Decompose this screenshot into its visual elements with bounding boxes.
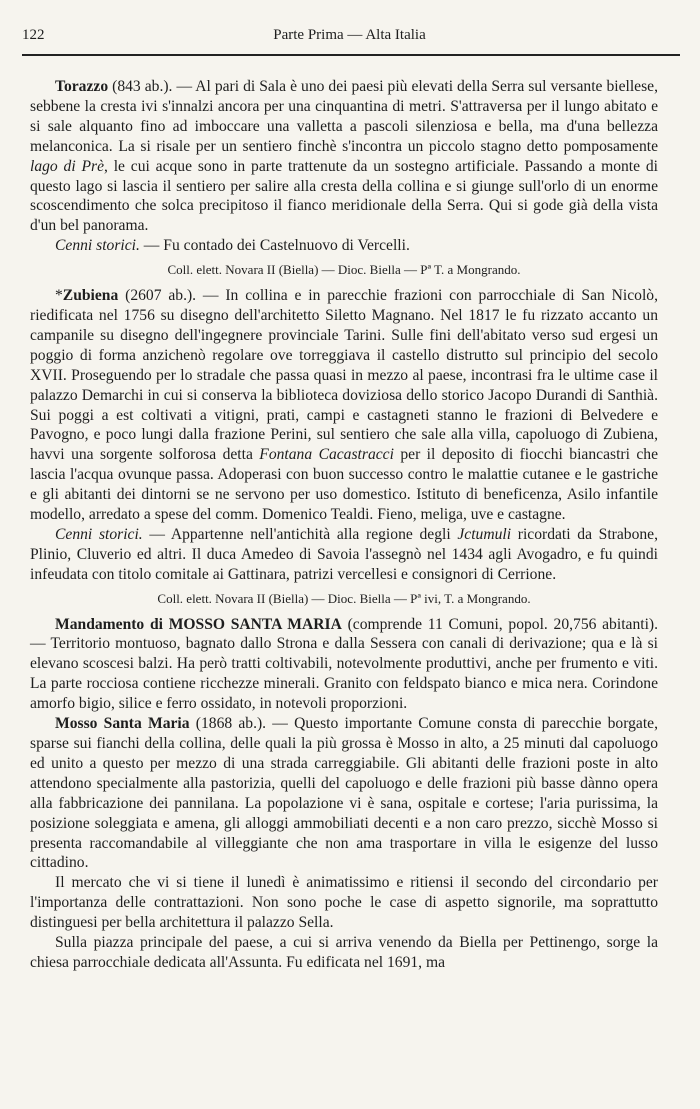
place-name: lago di Prè	[30, 157, 104, 175]
entry-text-cont: per il deposito di fiocchi biancastri che lascia l'acqua ovunque passa. Adoperasi con buon successo contro le malattie cutanee e le gastriche e gli abitanti dei dintorni se ne servono per uso domestico. Istituto di beneficenza, Asilo infantile modello, arredato a spese del comm. Domenico Tealdi. Fieno, meliga, uve e castagne.	[30, 446, 658, 524]
entry-text: (2607 ab.). — In collina e in parecchie frazioni con parrocchiale di San Nicolò, riedificata nel 1756 su disegno dell'architetto Siletto Magnano. Nel 1817 le fu rizzato accanto un campanile su disegno dell'ingegnere provinciale Tarini. Sulle fini dell'abitato verso sud ergesi un poggio di forma anzichenò regolare ove torreggiava il castello distrutto sul principio del secolo XVII. Proseguendo per lo stradale che passa quasi in mezzo al paese, incontrasi fra le ultime case il palazzo Demarchi in cui si conserva la biblioteca doviziosa dello storico Jacopo Durandi di Santhià. Sui poggi a est coltivati a vitigni, prati, campi e castagneti stanno le frazioni di Belvedere e Pavogno, e poco lungi dalla frazione Perini, sul sentiero che sale alla villa, capoluogo di Zubiena, havvi una sorgente solforosa detta	[30, 287, 658, 464]
entry-text-cont: , le cui acque sono in parte trattenute da un sostegno artificiale. Passando a monte di questo lago si lascia il sentiero per salire alla cresta della collina e si giunge sull'orlo di un enorme scoscendimento che solca precipitoso il fianco meridionale della Serra. Qui si gode già della vista d'un bel panorama.	[30, 157, 658, 235]
cenni-text-cont: ricordati da Strabone, Plinio, Cluverio ed altri. Il duca Amedeo di Savoia l'assegnò nel 1434 agli Avogadro, e fu quindi infeudata con titolo comitale ai Gattinara, patrizi vercellesi e consignori di Cerrione.	[30, 525, 659, 583]
cenni-storici	[30, 525, 658, 585]
place-name: Fontana Cacastracci	[259, 446, 394, 464]
entry-name: Zubiena	[62, 287, 119, 305]
header-rule	[22, 54, 680, 56]
entry-name: Torazzo	[55, 78, 109, 95]
entry-text: (843 ab.). — Al pari di Sala è uno dei paesi più elevati della Serra sul versante biellese, sebbene la cresta ivi s'innalzi ancora per una cinquantina di metri. S'attraversa per il lungo abitato e si sale alquanto fino ad imboccare una valletta a pascoli silenziosa e bella, ma d'una bellezza melanconica. La si risale per un sentiero finchè s'incontra un piccolo stagno detto pomposamente	[30, 78, 658, 155]
electoral-note: Coll. elett. Novara II (Biella) — Dioc. Biella — Pª T. a Mongrando.	[167, 262, 521, 278]
electoral-note: Coll. elett. Novara II (Biella) — Dioc. Biella — Pª ivi, T. a Mongrando.	[157, 590, 531, 606]
page-body	[30, 77, 658, 973]
cenni-storici	[30, 236, 658, 256]
cenni-label: Cenni storici.	[55, 237, 140, 255]
mandamento-section	[30, 615, 658, 715]
cenni-label: Cenni storici.	[55, 525, 143, 543]
mandamento-name: MOSSO SANTA MARIA	[168, 615, 342, 633]
entry-text: (1868 ab.). — Questo importante Comune consta di parecchie borgate, sparse sui fianchi della collina, delle quali la più grossa è Mosso in alto, a 25 minuti dal capoluogo ed unito a questo per mezzo di una strada carreggiabile. Gli abitanti delle frazioni poste in alto attendono specialmente alla pastorizia, quelli del capoluogo e delle frazioni più basse dànno opera alla fabbricazione dei pannilana. La popolazione vi è sana, ospitale e cortese; l'aria purissima, la posizione soleggiata e amena, gli alloggi ammobiliati decenti e a non caro prezzo, sicchè Mosso si presenta raccomandabile al villeggiante che non ama trasportare in villa le esigenze del lusso cittadino.	[30, 715, 658, 872]
mandamento-label: Mandamento di	[55, 615, 169, 633]
paragraph: Sulla piazza principale del paese, a cui si arriva venendo da Biella per Pettinengo, sorge la chiesa parrocchiale dedicata all'Assunta. Fu edificata nel 1691, ma	[30, 934, 658, 971]
paragraph: Il mercato che vi si tiene il lunedì è animatissimo e ritiensi il secondo del circondario per l'importanza delle contrattazioni. Non sono poche le case di aspetto signorile, ma soprattutto distinguesi per bella architettura il palazzo Sella.	[30, 874, 658, 932]
page-number: 122	[22, 27, 45, 43]
page-header	[22, 27, 677, 51]
entry-name: Mosso Santa Maria	[55, 715, 190, 733]
entry-torazzo	[30, 77, 658, 236]
people-name: Jctumuli	[457, 525, 512, 543]
mandamento-text: (comprende 11 Comuni, popol. 20,756 abitanti). — Territorio montuoso, bagnato dallo Strona e dalla Sessera con canali di derivazione; qua e là si elevano scoscesi balzi. Ha però tratti coltivabili, notevolmente produttivi, anche per frumento e viti. La parte rocciosa contiene ricchezze minerali. Granito con feldspato bianco e mica nera. Corindone amorfo bigio, silice e ferro ossidato, in notevoli proporzioni.	[30, 615, 658, 713]
star-mark: *	[55, 287, 63, 305]
cenni-text: — Appartenne nell'antichità alla regione degli	[142, 525, 458, 543]
entry-zubiena	[30, 286, 658, 525]
entry-mosso	[30, 714, 658, 873]
running-title: Parte Prima — Alta Italia	[273, 27, 426, 43]
cenni-text: — Fu contado dei Castelnuovo di Vercelli.	[139, 237, 410, 255]
